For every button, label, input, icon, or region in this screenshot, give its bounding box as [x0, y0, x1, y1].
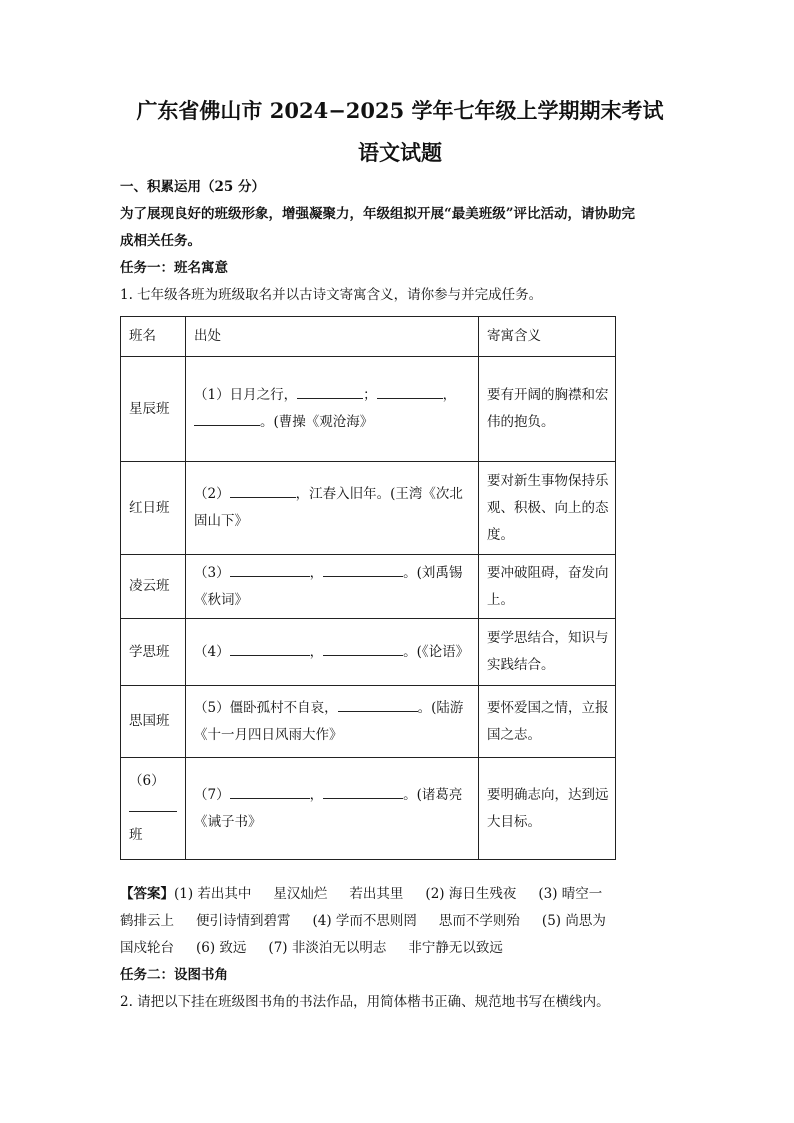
source-text: （2） — [194, 486, 230, 502]
row-class-name: 星辰班 — [121, 357, 186, 462]
answer-blank[interactable] — [230, 481, 296, 498]
header-class-name: 班名 — [121, 317, 186, 357]
answer-text: 国戍轮台 — [120, 940, 174, 956]
answer-blank[interactable] — [230, 639, 310, 656]
answer-blank[interactable] — [230, 560, 310, 577]
source-text: ， — [309, 643, 324, 660]
answer-text: (2) 海日生残夜 — [425, 886, 517, 902]
answer-line-2 — [120, 908, 680, 935]
answer-blank[interactable] — [377, 382, 443, 399]
answer-blank[interactable] — [323, 639, 403, 656]
answer-blank[interactable] — [129, 795, 177, 812]
source-text: ， — [309, 564, 324, 581]
row-meaning: 要学思结合，知识与实践结合。 — [479, 619, 616, 686]
source-text: 。(陆游《十一月四日风雨大作》 — [194, 699, 464, 743]
source-text: ，江春入旧年。(王湾《次北固山下》 — [194, 486, 463, 529]
row-meaning: 要对新生事物保持乐观、积极、向上的态度。 — [479, 462, 616, 555]
source-text: （1）日月之行， — [194, 387, 298, 403]
answer-text: 星汉灿烂 — [273, 886, 328, 902]
row-meaning: 要明确志向，达到远大目标。 — [479, 758, 616, 860]
answer-line-3 — [120, 935, 680, 962]
answer-text: 非宁静无以致远 — [408, 940, 503, 956]
row-source — [186, 758, 479, 860]
answer-label: 【答案】 — [120, 886, 174, 902]
q1-prompt: 1. 七年级各班为班级取名并以古诗文寄寓含义，请你参与并完成任务。 — [120, 287, 543, 303]
task2-heading: 任务二：设图书角 — [120, 967, 228, 983]
answer-text: 鹤排云上 — [120, 913, 174, 929]
row-meaning: 要冲破阻碍，奋发向上。 — [479, 555, 616, 619]
answer-blank[interactable] — [297, 382, 363, 399]
answer-text: (7) 非淡泊无以明志 — [268, 940, 387, 956]
answer-blank[interactable] — [230, 782, 310, 799]
answer-text: 思而不学则殆 — [438, 913, 520, 929]
row-class-name: 凌云班 — [121, 555, 186, 619]
table-row — [121, 555, 616, 619]
source-text: 。(曹操《观沧海》 — [260, 414, 374, 430]
table-row — [121, 462, 616, 555]
answer-block — [120, 881, 680, 1016]
row-source — [186, 686, 479, 758]
table-row — [121, 686, 616, 758]
q2-prompt: 2. 请把以下挂在班级图书角的书法作品，用简体楷书正确、规范地书写在横线内。 — [120, 994, 610, 1010]
task1-heading: 任务一：班名寓意 — [120, 260, 228, 276]
row-class-name — [121, 758, 186, 860]
answer-text: (3) 晴空一 — [538, 886, 603, 902]
answer-text: (6) 致远 — [196, 940, 247, 956]
source-text: ； — [363, 387, 377, 403]
source-text: 。(刘禹锡《秋词》 — [194, 564, 463, 608]
row-source — [186, 462, 479, 555]
source-text: ， — [309, 786, 324, 803]
answer-blank[interactable] — [323, 782, 403, 799]
table-row — [121, 619, 616, 686]
answer-text: 便引诗情到碧霄 — [196, 913, 291, 929]
row-class-name: 学思班 — [121, 619, 186, 686]
answer-blank[interactable] — [338, 695, 418, 712]
source-text: 。(诸葛亮《诫子书》 — [194, 786, 463, 830]
exam-page — [120, 96, 680, 1010]
table-header-row — [121, 317, 616, 357]
class-name-table — [120, 316, 616, 860]
intro-line-2: 成相关任务。 — [120, 233, 201, 249]
header-meaning: 寄寓含义 — [479, 317, 616, 357]
answer-blank[interactable] — [194, 409, 260, 426]
row-source — [186, 619, 479, 686]
source-text: （5）僵卧孤村不自哀， — [194, 699, 338, 716]
table-row — [121, 758, 616, 860]
row-class-name: 红日班 — [121, 462, 186, 555]
table-row — [121, 357, 616, 462]
source-text: （4） — [194, 643, 230, 660]
source-text: 。(《论语》 — [403, 643, 470, 660]
source-text: ， — [442, 387, 457, 403]
row-meaning: 要有开阔的胸襟和宏伟的抱负。 — [479, 357, 616, 462]
row-source — [186, 555, 479, 619]
answer-blank[interactable] — [323, 560, 403, 577]
class-number-label: （6） — [129, 773, 165, 789]
answer-line-1 — [120, 881, 680, 908]
page-title: 广东省佛山市 2024−2025 学年七年级上学期期末考试 — [136, 98, 664, 123]
row-class-name: 思国班 — [121, 686, 186, 758]
source-text: （7） — [194, 786, 230, 803]
section-heading: 一、积累运用（25 分） — [120, 179, 265, 195]
row-source — [186, 357, 479, 462]
page-subtitle: 语文试题 — [358, 140, 442, 165]
answer-text: (4) 学而不思则罔 — [312, 913, 417, 929]
answer-text: (1) 若出其中 — [174, 886, 252, 902]
header-source: 出处 — [186, 317, 479, 357]
answer-text: (5) 尚思为 — [541, 913, 606, 929]
answer-text: 若出其里 — [349, 886, 404, 902]
class-suffix: 班 — [129, 827, 143, 843]
source-text: （3） — [194, 564, 230, 581]
intro-line-1: 为了展现良好的班级形象，增强凝聚力，年级组拟开展“最美班级”评比活动，请协助完 — [120, 206, 636, 222]
row-meaning: 要怀爱国之情，立报国之志。 — [479, 686, 616, 758]
